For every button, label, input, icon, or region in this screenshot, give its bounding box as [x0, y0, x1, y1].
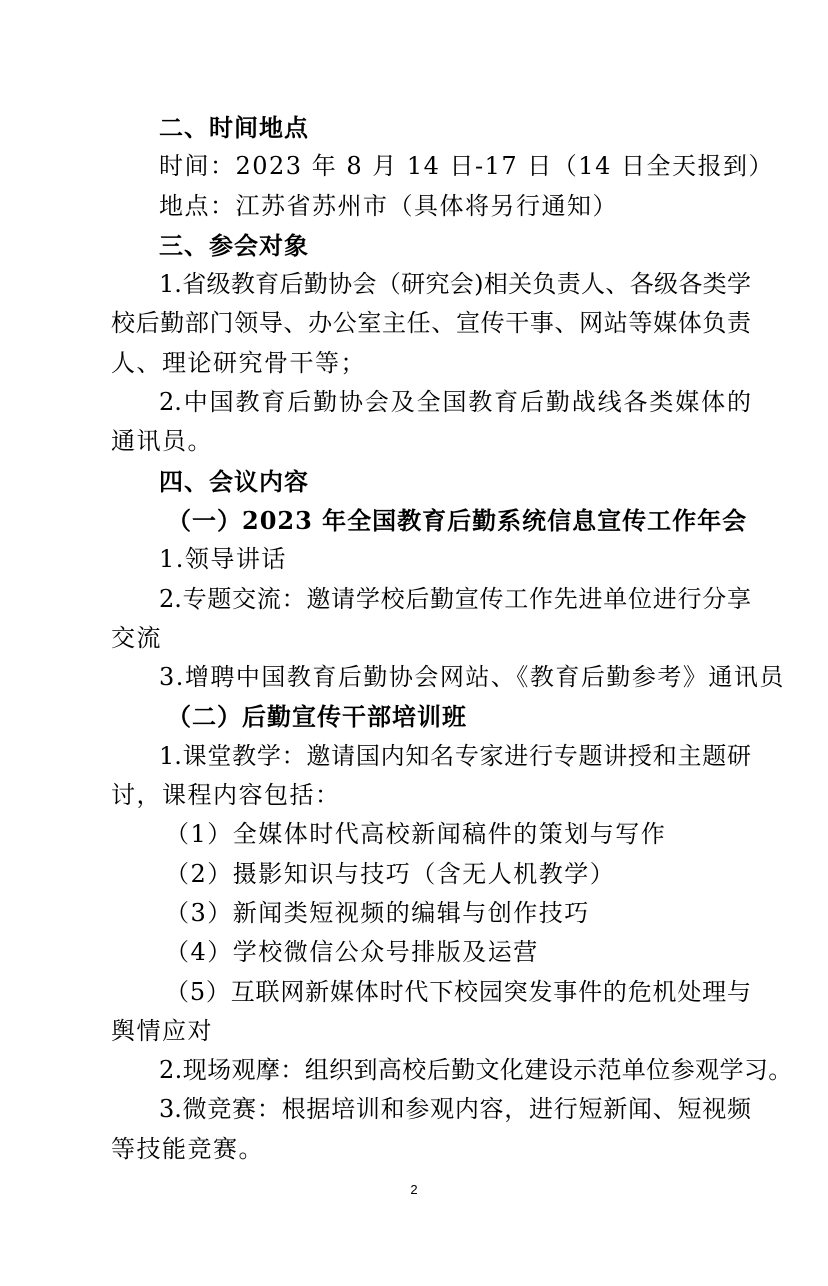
course-item-5-line-1: （5）互联网新媒体时代下校园突发事件的危机处理与 — [165, 977, 751, 1006]
paragraph-time: 时间：2023 年 8 月 14 日-17 日（14 日全天报到） — [159, 152, 774, 181]
course-item-1: （1）全媒体时代高校新闻稿件的策划与写作 — [165, 820, 667, 849]
item-exchange-line-2: 交流 — [111, 623, 162, 652]
document-body — [111, 108, 793, 1169]
item-leader-speech: 1.领导讲话 — [159, 545, 287, 574]
paragraph-attendees-2-line-1: 2.中国教育后勤协会及全国教育后勤战线各类媒体的 — [159, 388, 751, 417]
paragraph-attendees-1-line-1: 1.省级教育后勤协会（研究会)相关负责人、各级各类学 — [159, 270, 751, 299]
section-heading-time-location: 二、时间地点 — [159, 113, 309, 142]
course-item-3: （3）新闻类短视频的编辑与创作技巧 — [165, 898, 590, 927]
section-heading-attendees: 三、参会对象 — [159, 230, 309, 260]
item-exchange-line-1: 2.专题交流：邀请学校后勤宣传工作先进单位进行分享 — [159, 584, 751, 613]
subheading-annual-meeting: （一）2023 年全国教育后勤系统信息宣传工作年会 — [167, 505, 748, 535]
paragraph-attendees-1-line-2: 校后勤部门领导、办公室主任、宣传干事、网站等媒体负责 — [111, 309, 751, 338]
section-heading-content: 四、会议内容 — [159, 466, 309, 496]
item-classroom-line-1: 1.课堂教学：邀请国内知名专家进行专题讲授和主题研 — [159, 741, 751, 770]
course-item-4: （4）学校微信公众号排版及运营 — [165, 938, 539, 967]
page-number: 2 — [410, 1182, 418, 1197]
item-classroom-line-2: 讨，课程内容包括： — [111, 781, 341, 810]
course-item-2: （2）摄影知识与技巧（含无人机教学） — [165, 859, 616, 888]
item-correspondents: 3.增聘中国教育后勤协会网站、《教育后勤参考》通讯员 — [159, 663, 785, 692]
course-item-5-line-2: 舆情应对 — [111, 1016, 213, 1045]
item-site-visit: 2.现场观摩：组织到高校后勤文化建设示范单位参观学习。 — [159, 1056, 793, 1085]
item-competition-line-2: 等技能竞赛。 — [111, 1134, 264, 1163]
subheading-training-class: （二）后勤宣传干部培训班 — [167, 702, 467, 732]
paragraph-attendees-2-line-2: 通讯员。 — [111, 427, 213, 456]
paragraph-location: 地点：江苏省苏州市（具体将另行通知） — [159, 191, 618, 220]
item-competition-line-1: 3.微竞赛：根据培训和参观内容，进行短新闻、短视频 — [159, 1095, 751, 1124]
paragraph-attendees-1-line-3: 人、理论研究骨干等； — [111, 348, 366, 377]
